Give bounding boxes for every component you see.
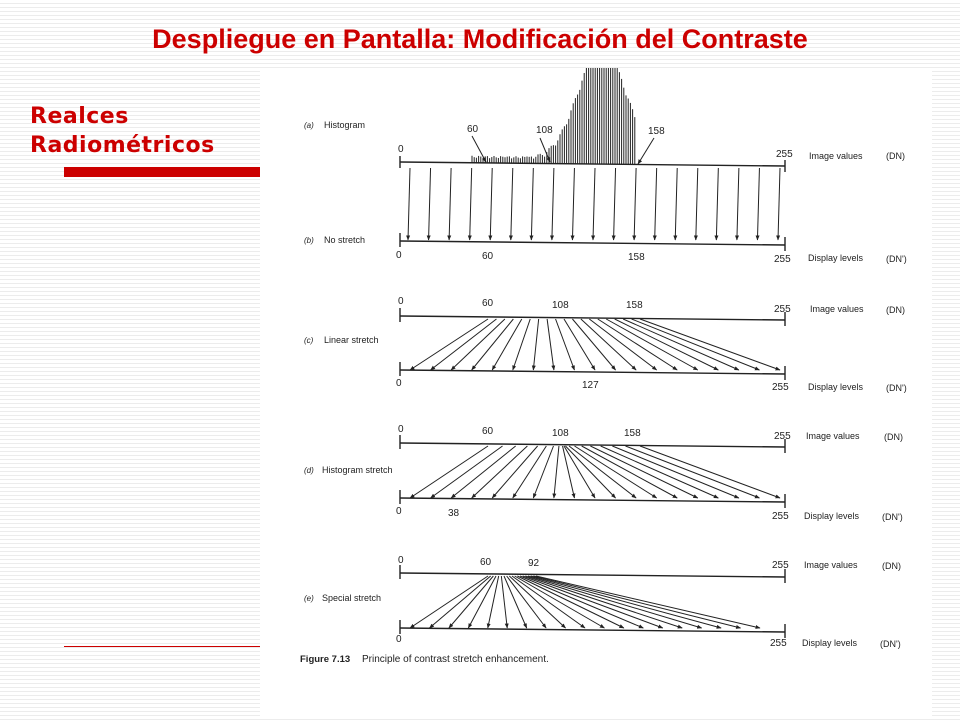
mapping-arrow: [552, 168, 554, 240]
panel-c-top-axis: [400, 316, 785, 320]
mapping-arrow: [601, 446, 719, 498]
panel-d-tick-bottom-0: 0: [396, 506, 402, 517]
panel-e-tag: (e): [304, 594, 314, 603]
panel-d-tick-60: 60: [482, 426, 494, 437]
mapping-arrow: [507, 576, 546, 628]
mapping-arrow: [737, 168, 739, 240]
panel-a-unit: (DN): [886, 151, 905, 161]
panel-a-name: Histogram: [324, 120, 366, 130]
mapping-arrow: [533, 576, 740, 628]
mapping-arrow: [716, 168, 718, 240]
mapping-arrow: [615, 319, 719, 370]
panel-d: [304, 424, 903, 522]
panel-e-tick-bottom-255: 255: [770, 638, 787, 649]
panel-b-axis-line: [400, 241, 785, 245]
panel-b-name: No stretch: [324, 235, 366, 245]
panel-b-tick-60: 60: [482, 251, 494, 262]
panel-c-tick-255: 255: [774, 304, 791, 315]
mapping-arrow: [408, 168, 410, 240]
panel-e-unit-bottom: (DN'): [880, 639, 901, 649]
panel-c-bottom-axis: [400, 370, 785, 374]
panel-e-tick-255: 255: [772, 560, 789, 571]
panel-e-name: Special stretch: [322, 593, 382, 603]
mapping-arrow: [431, 446, 503, 498]
panel-e-bottom-axis: [400, 628, 785, 632]
panel-c-tick-127: 127: [582, 380, 599, 391]
histogram-stretch-arrows: [410, 446, 780, 498]
panel-c-axis-top-label: Image values: [810, 304, 864, 314]
mapping-arrow: [757, 168, 759, 240]
mapping-arrow: [634, 168, 636, 240]
mapping-arrow: [582, 446, 678, 498]
panel-b-tick-0: 0: [396, 250, 402, 261]
panel-c-tag: (c): [304, 336, 314, 345]
panel-d-tick-255: 255: [774, 431, 791, 442]
mapping-arrow: [410, 576, 488, 628]
mapping-arrow: [589, 319, 656, 370]
mapping-arrow: [675, 168, 677, 240]
panel-c-tick-0: 0: [398, 296, 404, 307]
panel-d-name: Histogram stretch: [322, 465, 393, 475]
panel-b-tick-158: 158: [628, 252, 645, 263]
mapping-arrow: [625, 446, 759, 498]
mapping-arrow: [533, 319, 538, 370]
panel-a-tag: (a): [304, 121, 314, 130]
panel-b: [304, 168, 907, 265]
panel-d-axis-bottom-label: Display levels: [804, 511, 860, 521]
panel-d-tag: (d): [304, 466, 314, 475]
panel-b-tick-255: 255: [774, 254, 791, 265]
panel-d-bottom-axis: [400, 498, 785, 502]
panel-c-tick-108: 108: [552, 300, 569, 311]
mapping-arrow: [513, 446, 547, 498]
accent-bar: [64, 167, 264, 177]
section-label-line-1: Realces: [30, 104, 129, 129]
mapping-arrow: [612, 446, 739, 498]
mapping-arrow: [655, 168, 657, 240]
panel-e-tick-bottom-0: 0: [396, 634, 402, 645]
mapping-arrow: [696, 168, 698, 240]
linear-stretch-arrows: [410, 319, 780, 370]
mapping-arrow: [572, 168, 574, 240]
panel-d-top-axis: [400, 443, 785, 447]
mapping-arrow: [623, 319, 739, 370]
panel-a-tick-0: 0: [398, 144, 404, 155]
section-label: [30, 102, 260, 160]
panel-b-tag: (b): [304, 236, 314, 245]
panel-c-name: Linear stretch: [324, 335, 379, 345]
panel-a-axis-label: Image values: [809, 151, 863, 161]
mapping-arrow: [490, 168, 492, 240]
mapping-arrow: [511, 168, 513, 240]
mapping-arrow: [501, 576, 507, 628]
panel-e-tick-92: 92: [528, 558, 540, 569]
panel-e-tick-0: 0: [398, 555, 404, 566]
panel-d-tick-158: 158: [624, 428, 641, 439]
panel-d-tick-38: 38: [448, 508, 460, 519]
panel-d-unit-top: (DN): [884, 432, 903, 442]
figure-caption: [300, 654, 549, 665]
caption-text: Principle of contrast stretch enhancement.: [362, 654, 549, 665]
mapping-arrow: [778, 168, 780, 240]
panel-d-tick-bottom-255: 255: [772, 511, 789, 522]
mapping-arrow: [470, 168, 472, 240]
mapping-arrow: [593, 168, 595, 240]
mapping-arrow: [556, 319, 575, 370]
panel-a-tick-108: 108: [536, 125, 553, 136]
panel-e-unit-top: (DN): [882, 561, 901, 571]
mapping-arrow: [429, 576, 490, 628]
caption-number: Figure 7.13: [300, 654, 351, 665]
panel-d-tick-0: 0: [398, 424, 404, 435]
panel-a: [304, 68, 905, 172]
mapping-arrow: [632, 319, 760, 370]
mapping-arrow: [528, 576, 702, 628]
mapping-arrow: [640, 319, 780, 370]
mapping-arrow: [533, 446, 553, 498]
panel-c-tick-bottom-0: 0: [396, 378, 402, 389]
panel-e-top-axis: [400, 573, 785, 577]
mapping-arrow: [431, 319, 497, 370]
section-label-line-2: Radiométricos: [30, 133, 215, 158]
panel-e-axis-top-label: Image values: [804, 560, 858, 570]
special-stretch-arrows: [410, 576, 760, 628]
panel-e: [304, 555, 901, 649]
slide-title: Despliegue en Pantalla: Modificación del Contraste: [152, 24, 808, 54]
mapping-arrow: [531, 168, 533, 240]
mapping-arrow: [410, 446, 488, 498]
mapping-arrow: [449, 168, 451, 240]
panel-e-axis-bottom-label: Display levels: [802, 638, 858, 648]
mapping-arrow: [554, 446, 559, 498]
mapping-arrow: [429, 168, 431, 240]
panel-c-unit-top: (DN): [886, 305, 905, 315]
contrast-stretch-figure: [260, 68, 932, 718]
panel-a-tick-60: 60: [467, 124, 479, 135]
panel-c-tick-60: 60: [482, 298, 494, 309]
panel-a-tick-158: 158: [648, 126, 665, 137]
no-stretch-arrows: [408, 168, 780, 240]
panel-d-tick-108: 108: [552, 428, 569, 439]
mapping-arrow: [488, 576, 499, 628]
panel-d-unit-bottom: (DN'): [882, 512, 903, 522]
figure-panel: [260, 68, 932, 718]
mapping-arrow: [449, 576, 493, 628]
mapping-arrow: [640, 446, 780, 498]
mapping-arrow: [513, 319, 530, 370]
panel-c-tick-bottom-255: 255: [772, 382, 789, 393]
panel-b-unit: (DN'): [886, 254, 907, 264]
mapping-arrow: [410, 319, 488, 370]
panel-d-axis-top-label: Image values: [806, 431, 860, 441]
mapping-arrow: [523, 576, 663, 628]
panel-c: [304, 296, 907, 393]
mapping-arrow: [614, 168, 616, 240]
mapping-arrow: [547, 319, 554, 370]
panel-e-tick-60: 60: [480, 557, 492, 568]
mapping-arrow: [451, 446, 516, 498]
histogram-bars: [472, 68, 635, 164]
panel-b-axis-label: Display levels: [808, 253, 864, 263]
panel-c-unit-bottom: (DN'): [886, 383, 907, 393]
histogram-pointer-158: [638, 138, 654, 164]
panel-a-tick-255: 255: [776, 149, 793, 160]
panel-c-tick-158: 158: [626, 300, 643, 311]
panel-c-axis-bottom-label: Display levels: [808, 382, 864, 392]
bottom-rule: [64, 646, 264, 647]
